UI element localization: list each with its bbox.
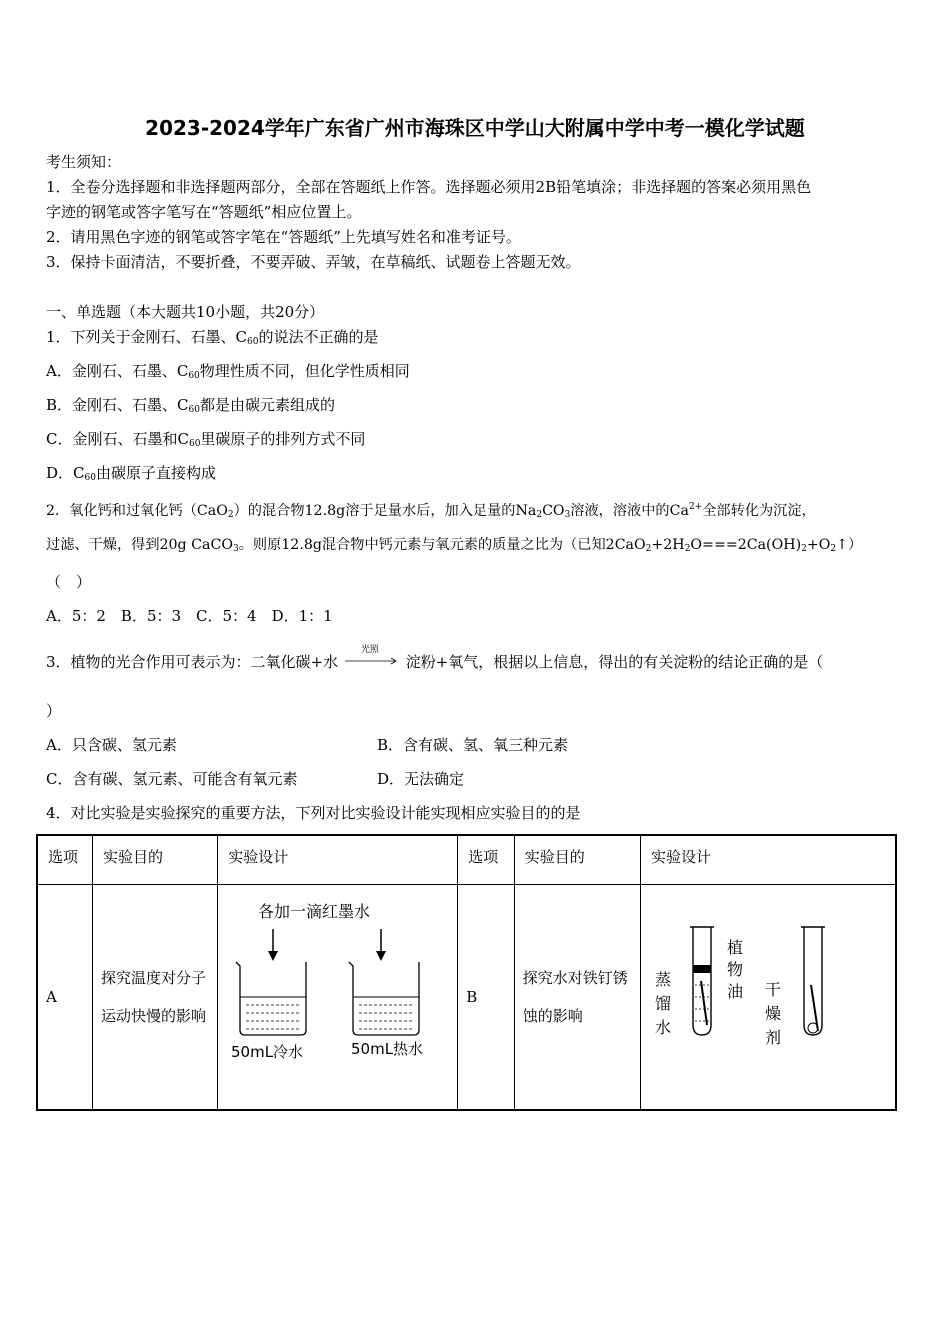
q2-stem-line2: 过滤、干燥，得到20g CaCO$_3$。则原12.8g混合物中钙元素与氧元素的质量之比为（已知$2CaO_2+2H_2O===2Ca(OH)_2+O_2↑$） — [46, 537, 863, 554]
header-cell: 实验目的 — [514, 835, 640, 885]
notice-item: 字迹的钢笔或答字笔写在“答题纸”相应位置上。 — [46, 203, 362, 221]
table-row — [37, 885, 896, 1111]
table-header-row — [37, 835, 896, 885]
q4-stem: 4．对比实验是实验探究的重要方法，下列对比实验设计能实现相应实验目的的是 — [46, 804, 581, 822]
test-tube-diagram — [641, 885, 895, 1105]
design-cell — [640, 885, 896, 1111]
design-cell — [218, 885, 458, 1111]
cold-water-label: 50mL冷水 — [231, 1043, 304, 1061]
reaction-arrow: 光照 — [343, 652, 401, 672]
header-cell: 实验目的 — [92, 835, 217, 885]
purpose-cell: 探究温度对分子运动快慢的影响 — [92, 885, 217, 1111]
q3-option-b: B．含有碳、氢、氧三种元素 — [377, 736, 569, 754]
drop-arrow-right-icon — [376, 929, 386, 961]
drop-ink-label: 各加一滴红墨水 — [258, 902, 371, 921]
hot-water-beaker-icon — [349, 962, 419, 1035]
cold-water-beaker-icon — [236, 962, 306, 1035]
option-cell: B — [458, 885, 514, 1111]
header-cell: 选项 — [458, 835, 514, 885]
desiccant-label: 干燥剂 — [764, 980, 781, 1047]
q2-options: A．5：2 B．5：3 C．5：4 D．1：1 — [46, 607, 333, 625]
distilled-water-label: 蒸馏水 — [654, 970, 671, 1037]
notice-item: 2．请用黑色字迹的钢笔或答字笔在“答题纸”上先填写姓名和准考证号。 — [46, 228, 521, 246]
test-tube-dry-icon — [801, 927, 825, 1035]
test-tube-water-icon — [690, 927, 714, 1035]
q3-option-c: C．含有碳、氢元素、可能含有氧元素 — [46, 770, 298, 788]
q2-stem-line1: 2．氧化钙和过氧化钙（CaO$_2$）的混合物12.8g溶于足量水后，加入足量的$Na_2CO_3$溶液，溶液中的$Ca^{2+}$全部转化为沉淀， — [46, 502, 816, 520]
q2-answer-paren: （ ） — [46, 573, 92, 591]
header-cell: 实验设计 — [640, 835, 896, 885]
notice-item: 3．保持卡面清洁，不要折叠，不要弄破、弄皱，在草稿纸、试题卷上答题无效。 — [46, 253, 581, 271]
q1-option-b: B．金刚石、石墨、$C_{60}$都是由碳元素组成的 — [46, 396, 335, 415]
header-cell: 选项 — [37, 835, 92, 885]
hot-water-label: 50mL热水 — [351, 1040, 424, 1058]
q1-option-c: C．金刚石、石墨和$C_{60}$里碳原子的排列方式不同 — [46, 430, 366, 449]
q1-stem: 1．下列关于金刚石、石墨、$C_{60}$的说法不正确的是 — [46, 328, 379, 347]
q3-option-a: A．只含碳、氢元素 — [46, 736, 177, 754]
beaker-diagram — [218, 885, 457, 1105]
q3-option-d: D．无法确定 — [377, 770, 465, 788]
experiment-table — [36, 834, 897, 1111]
notice-heading: 考生须知： — [46, 153, 122, 171]
option-cell: A — [37, 885, 92, 1111]
page-title: 2023-2024学年广东省广州市海珠区中学山大附属中学中考一模化学试题 — [145, 116, 805, 140]
q3-stem: 3．植物的光合作用可表示为：二氧化碳+水 光照 淀粉+氧气，根据以上信息，得出的有关淀粉的结论正确的是（ — [46, 645, 824, 671]
vegetable-oil-label: 植物油 — [726, 938, 743, 1001]
q1-option-d: D．$C_{60}$由碳原子直接构成 — [46, 464, 216, 483]
section-heading: 一、单选题（本大题共10小题，共20分） — [46, 303, 325, 321]
header-cell: 实验设计 — [218, 835, 458, 885]
notice-item: 1．全卷分选择题和非选择题两部分，全部在答题纸上作答。选择题必须用2B铅笔填涂；非选择题的答案必须用黑色 — [46, 178, 812, 196]
purpose-cell: 探究水对铁钉锈蚀的影响 — [514, 885, 640, 1111]
drop-arrow-left-icon — [268, 929, 278, 961]
q3-close-paren: ） — [46, 702, 62, 720]
q1-option-a: A．金刚石、石墨、$C_{60}$物理性质不同，但化学性质相同 — [46, 362, 410, 381]
